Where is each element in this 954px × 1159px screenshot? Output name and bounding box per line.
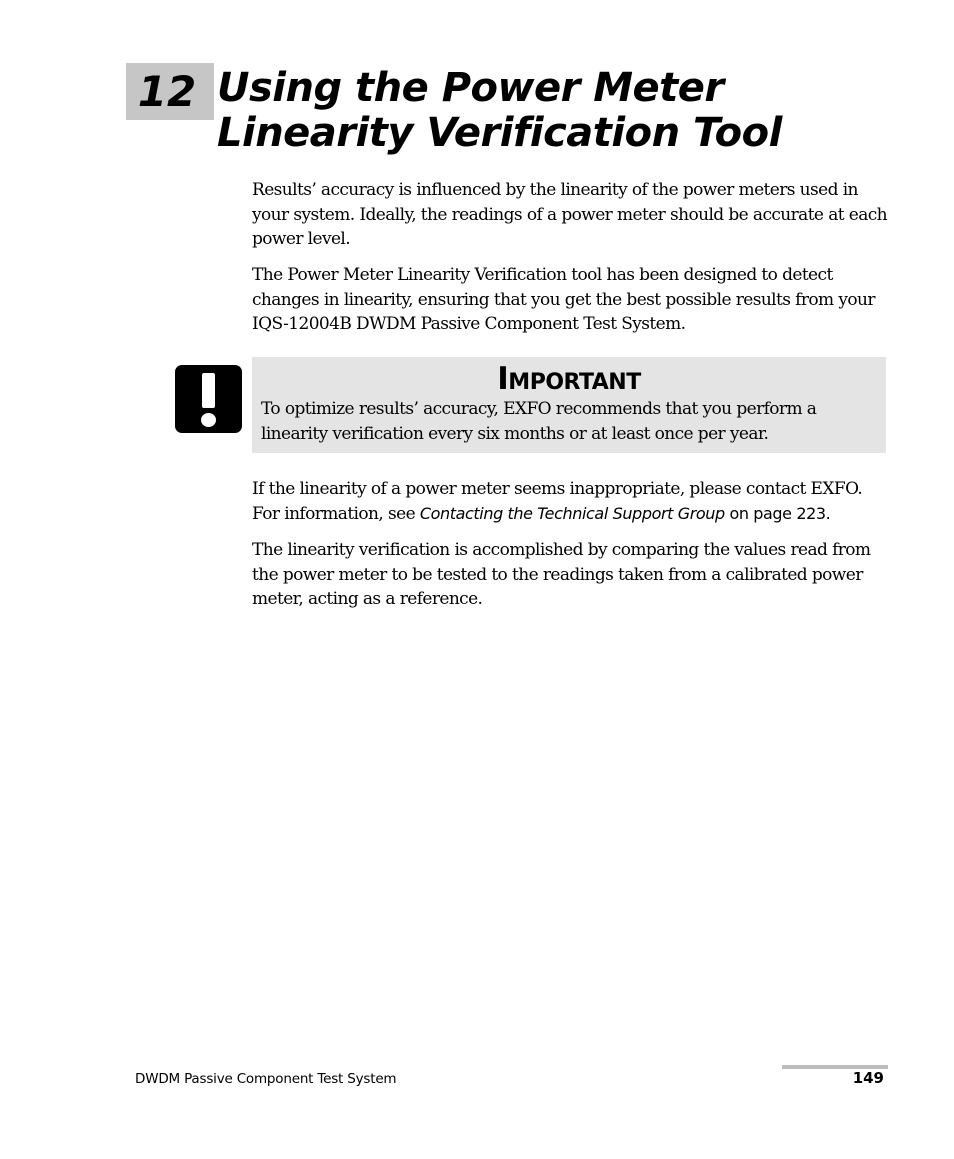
footer-document-title: DWDM Passive Component Test System bbox=[135, 1071, 397, 1087]
chapter-title-line-2: Linearity Verification Tool bbox=[217, 110, 782, 156]
verification-method-paragraph: The linearity verification is accomplished by comparing the values read from the power meter to be tested to the readings taken from a calibrated power meter, acting as a reference. bbox=[252, 540, 871, 609]
important-heading: Important bbox=[497, 361, 641, 397]
chapter-title-line-1: Using the Power Meter bbox=[217, 65, 724, 111]
chapter-number: 12 bbox=[137, 67, 197, 116]
chapter-number-box bbox=[126, 63, 214, 120]
intro-paragraph: Results’ accuracy is influenced by the linearity of the power meters used in your system. Ideally, the readings of a power meter should be accurate at each power level. bbox=[252, 180, 888, 249]
important-text: To optimize results’ accuracy, EXFO recommends that you perform a linearity verification every six months or at least once per year. bbox=[261, 399, 817, 444]
exclamation-icon bbox=[175, 365, 242, 433]
contact-text: If the linearity of a power meter seems inappropriate, please contact EXFO. For information, see bbox=[252, 479, 863, 524]
support-group-reference-link[interactable]: Contacting the Technical Support Group bbox=[419, 503, 725, 523]
tool-description-paragraph: The Power Meter Linearity Verification tool has been designed to detect changes in linearity, ensuring that you get the best possible results from your IQS-12004B DWDM Passive Component Test System. bbox=[252, 265, 875, 334]
important-note bbox=[252, 357, 886, 453]
page-reference: on page 223. bbox=[724, 503, 831, 523]
footer-page-number: 149 bbox=[852, 1069, 884, 1087]
contact-paragraph bbox=[252, 477, 892, 526]
chapter-title bbox=[217, 66, 897, 156]
